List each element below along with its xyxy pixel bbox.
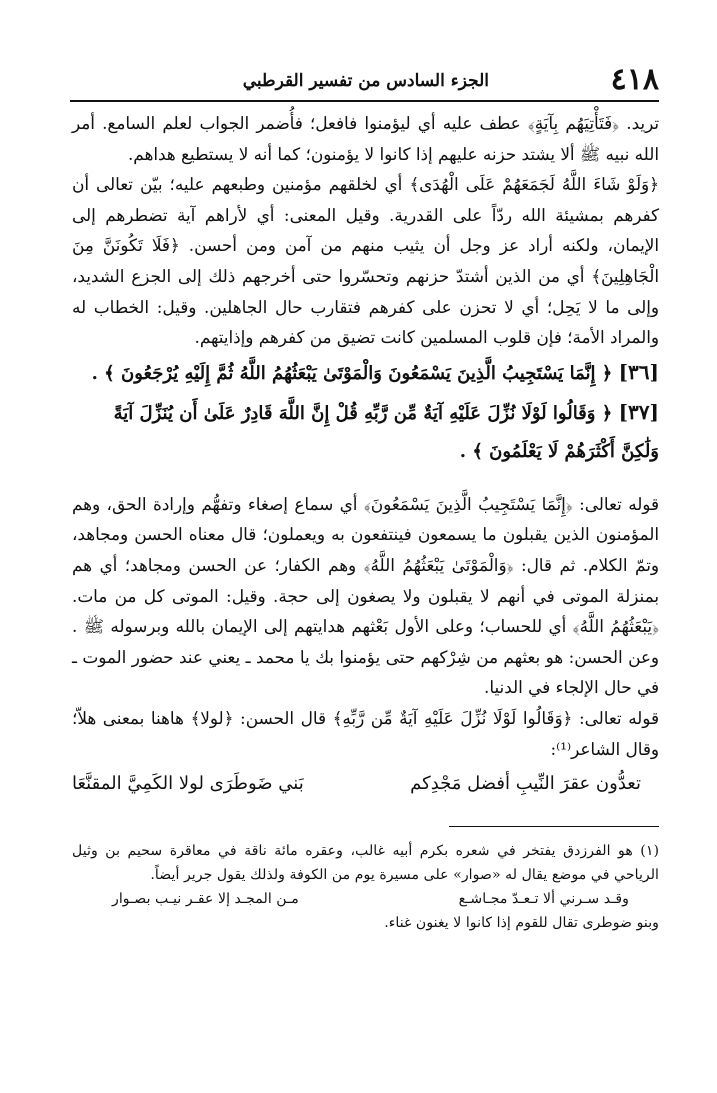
page-number: ٤١٨ xyxy=(610,62,659,97)
commentary-paragraph: ﴿وَلَوْ شَاءَ اللَّهُ لَجَمَعَهُمْ عَلَى الْهُدَى﴾ أي لخلقهم مؤمنين وطبعهم عليه؛ بيّن تعالى أن كفرهم بمشيئة الله ردّاً على القدرية. وقيل المعنى: أي لأراهم آية تضطرهم إلى الإيمان، ولكنه أراد عز وجل أن يثيب منهم من آمن ومن أحسن. ﴿فَلَا تَكُونَنَّ مِنَ الْجَاهِلِينَ﴾ أي من الذين أشتدّ حزنهم وتحسّروا حتى أخرجهم ذلك إلى الجزع الشديد، وإلى ما لا يَحِل؛ أي لا تحزن على كفرهم فتقارب حال الجاهلين. وقيل: الخطاب له والمراد الأمة؛ فإن قلوب المسلمين كانت تضيق من كفرهم وإذايتهم. xyxy=(72,174,659,348)
footnote-divider xyxy=(449,826,659,827)
verse-line xyxy=(72,393,659,471)
verse-line xyxy=(72,353,659,393)
footnote-closing: وبنو ضوطرى تقال للقوم إذا كانوا لا يغنون غناء. xyxy=(384,915,659,932)
commentary-paragraph: قوله تعالى: ﴿إِنَّمَا يَسْتَجِيبُ الَّذِينَ يَسْمَعُونَ﴾ أي سماع إصغاء وتفهُّم وإرادة الحق، وهم المؤمنون الذين يقبلون ما يسمعون فينتفعون به ويعملون؛ قال معناه الحسن ومجاهد، وتمّ الكلام. ثم قال: ﴿وَالْمَوْتَىٰ يَبْعَثُهُمُ اللَّهُ﴾ وهم الكفار؛ عن الحسن ومجاهد؛ أي هم بمنزلة الموتى في أنهم لا يقبلون ولا يصغون إلى حجة. وقيل: الموتى كل من مات. ﴿يَبْعَثُهُمُ اللَّهُ﴾ أي للحساب؛ وعلى الأول بَعْثهم هدايتهم إلى الإيمان بالله وبرسوله ﷺ . وعن الحسن: هو بعثهم من شِرْكهم حتى يؤمنوا بك يا محمد ـ يعني عند حضور الموت ـ في حال الإلجاء في الدنيا. xyxy=(72,493,659,698)
poem-second-hemistich: بَني ضَوطَرَى لولا الكَمِيَّ المقنَّعَا xyxy=(72,773,304,795)
page-header xyxy=(70,62,659,102)
footnote-poem-first: وقـد سـرني ألا تـعـدّ مجـاشـع xyxy=(458,891,629,908)
verse-number: [٣٦] xyxy=(618,359,659,384)
page-body xyxy=(72,108,659,935)
running-title: الجزء السادس من تفسير القرطبي xyxy=(242,71,489,91)
verse-text: ﴿ إِنَّمَا يَسْتَجِيبُ الَّذِينَ يَسْمَعُونَ وَالْمَوْتَىٰ يَبْعَثُهُمُ اللَّهُ ثُمَّ إِلَيْهِ يُرْجَعُونَ ﴾ . xyxy=(91,362,613,384)
footnote-poem-second: مـن المجـد إلا عقـر نيـب بصـوار xyxy=(112,891,299,908)
verse-text: ﴿ وَقَالُوا لَوْلَا نُزِّلَ عَلَيْهِ آيَةٌ مِّن رَّبِّهِ قُلْ إِنَّ اللَّهَ قَادِرٌ عَلَىٰ أَن يُنَزِّلَ آيَةً وَلَٰكِنَّ أَكْثَرَهُمْ لَا يَعْلَمُونَ ﴾ . xyxy=(113,402,659,462)
poem-verse xyxy=(72,768,659,800)
footnote-poem xyxy=(72,887,659,911)
commentary-paragraph: قوله تعالى: ﴿وَقَالُوا لَوْلَا نُزِّلَ عَلَيْهِ آيَةٌ مِّن رَّبِّهِ﴾ قال الحسن: ﴿لولا﴾ هاهنا بمعنى هلاّ؛ وقال الشاعر⁽¹⁾: xyxy=(72,707,659,759)
commentary-paragraph: تريد. ﴿فَتَأْتِيَهُم بِآيَةٍ﴾ عطف عليه أي ليؤمنوا فافعل؛ فأُضمر الجواب لعلم السامع. أمر الله نبيه ﷺ ألا يشتد حزنه عليهم إذا كانوا لا يؤمنون؛ كما أنه لا يستطيع هداهم. xyxy=(72,113,659,164)
footnote-text: (١) هو الفرزدق يفتخر في شعره بكرم أبيه غالب، وعقره مائة ناقة في معاقرة سحيم بن وثيل الرياحي في موضع يقال له «صوار» على مسيرة يوم من الكوفة ولذلك يقول جرير أيضاً. xyxy=(72,843,659,884)
poem-first-hemistich: تعدُّون عقرَ النِّيبِ أفضل مَجْدِكم xyxy=(410,773,641,795)
verse-number: [٣٧] xyxy=(618,399,659,424)
